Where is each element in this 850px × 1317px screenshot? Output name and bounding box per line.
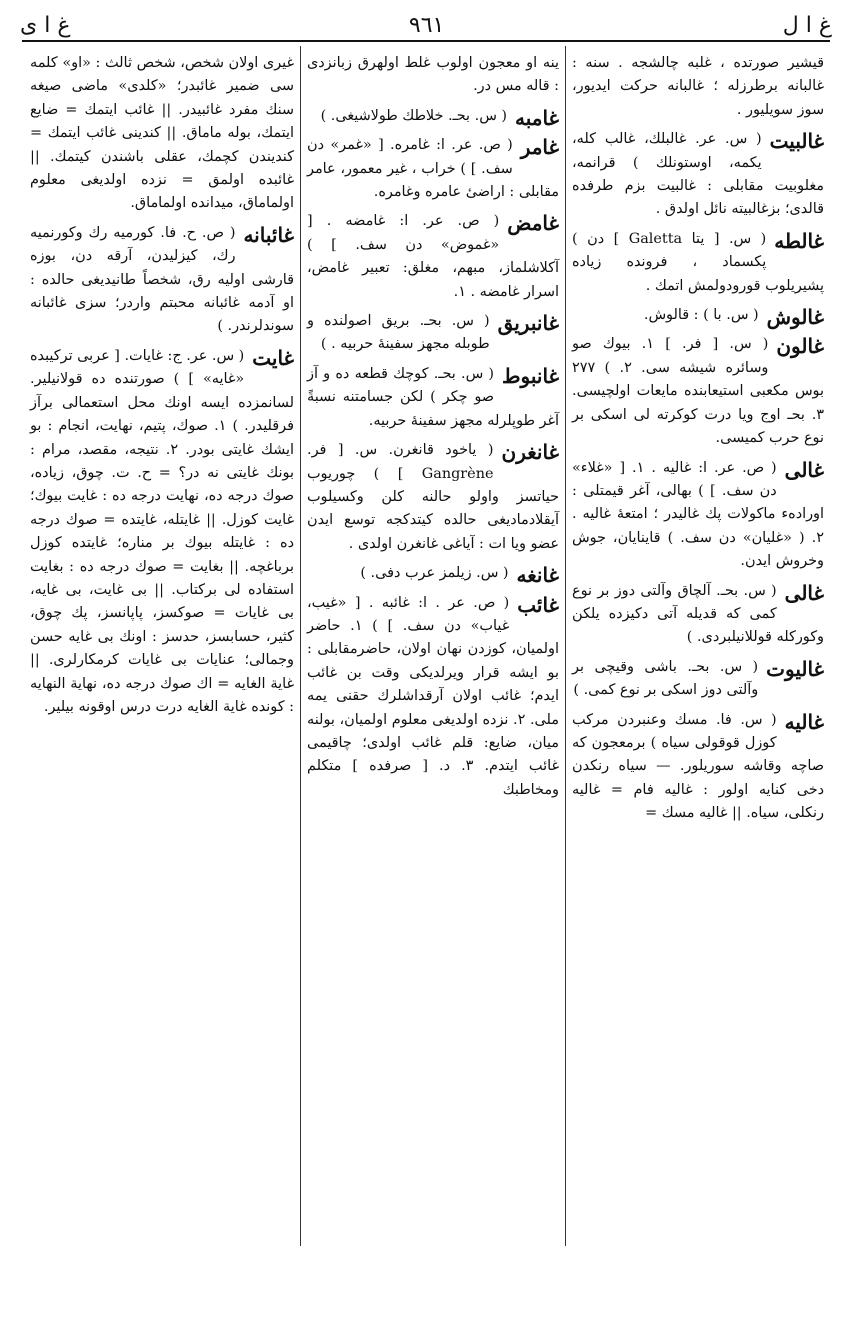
dictionary-entry (307, 105, 559, 128)
header-guide-word-right: غ ا ل (782, 12, 832, 38)
entry-definition: ( س. فا. مسك وعنبردن مركب كوزل قوقولى سياه ) برمعجون كه صاچه وقاشه سوريلور. — سياه رنكدن دخى كنايه اولور : غاليه فام = غاليه رنكلى، سياه. || غاليه مسك = (572, 711, 824, 822)
dictionary-entry (307, 363, 559, 433)
entry-headword: غانغه (516, 563, 559, 588)
dictionary-entry (307, 310, 559, 357)
dictionary-entry (307, 439, 559, 556)
column-left (24, 46, 300, 1246)
entry-headword: غالى (784, 457, 824, 482)
entry-definition: ( ص. عر. ا: غامره. [ «غمر» دن سف. ] ) خراب ، غير معمور، عامر مقابلى : اراضىٔ عامره وغامره. (307, 137, 559, 201)
entry-headword: غامبه (514, 105, 559, 130)
entry-headword: غانغرن (501, 440, 559, 465)
header-guide-word-left: غ ا ى (20, 12, 71, 38)
entry-definition: ( س. با ) : قالوش. (643, 307, 759, 324)
entry-headword: غاليوت (766, 656, 824, 681)
entry-definition: ( س. عر. غالبلك، غالب كله، يكمه، اوستونلك ) قرانمه، مغلوبيت مقابلى : غالبيت بزم طرفده قالدى؛ بزغالبيته نائل اولدق . (572, 131, 824, 218)
entry-headword: غالون (776, 334, 824, 359)
dictionary-entry (572, 656, 824, 703)
entry-headword: غانبريق (497, 311, 559, 336)
dictionary-entry (572, 304, 824, 330)
dictionary-entry (30, 222, 294, 339)
dictionary-entry (572, 228, 824, 298)
entry-definition: ( س. بحـ. كوچك قطعه ده و آز صو چكر ) لكن جسامتنه نسبةً آغر طوپلرله مجهز سفينهٔ حربيه. (307, 365, 559, 429)
entry-definition: قيشير صورتده ، غلبه چالشجه . سنه : غالبانه برطرزله ؛ غالبانه حركت ايديور، سوز سويليور . (572, 55, 824, 118)
dictionary-entry (572, 709, 824, 826)
column-middle (300, 46, 565, 1246)
dictionary-entry (307, 134, 559, 204)
entry-headword: غامر (520, 135, 559, 160)
entry-headword: غالى (784, 580, 824, 605)
entry-definition: غيرى اولان شخص، شخص ثالث : «او» كلمه سى ضمير غائبدر؛ «كلدى» ماضى صيغه سنك مفرد غائبيدر. || غائب ايتمك = ضايع ايتمك، بوله ماماق. || كندينى غائب ايتمك = كنديندن كچمك، عقلى باشندن كيتمك. || غائبده اولمق = نزده اولديغى معلوم اولماماق، ميدانده اولماماق. (30, 55, 294, 212)
entry-headword: غائب (517, 592, 559, 617)
entry-definition: ينه او معجون اولوب غلط اولهرق زبانزدى : قاله مس در. (307, 55, 559, 95)
dictionary-entry (572, 457, 824, 574)
entry-definition: ( س. [ فر. ] ١. بيوك صو وسائره شيشه سى. ٢. ) ٢٧٧ بوس مكعبى استيعابنده مايعات اولچيسى. ٣. بحـ اوج ويا درت كوكرته لى اسكى بر نوع حرب كميسى. (572, 336, 824, 447)
dictionary-entry (572, 333, 824, 450)
dictionary-entry (30, 52, 294, 216)
dictionary-entry (307, 592, 559, 803)
dictionary-entry (572, 580, 824, 650)
entry-headword: غامض (507, 211, 559, 236)
entry-definition: ( س. [ يتا Galetta ] دن ) پكسماد ، فرونده زياده پشيريلوب قورودولمش اتمك . (572, 230, 824, 294)
entry-definition: ( س. بحـ. خلاطك طولاشيغى. ) (320, 107, 507, 124)
entry-headword: غالوش (766, 305, 824, 330)
dictionary-entry (307, 210, 559, 304)
entry-definition: ( ياخود قانغرن. س. [ فر. Gangrène ] ) چوريوب حياتسز واولو حالنه كلن وكسيلوب آيقلادمادیغی حالده كيتدكجه توسع ايدن عضو ويا ات : آياغى غانغرن اولدى . (307, 442, 559, 552)
dictionary-entry (307, 562, 559, 588)
header-rule (22, 40, 830, 42)
dictionary-entry (572, 52, 824, 122)
entry-headword: غاليه (784, 709, 824, 734)
dictionary-columns (24, 46, 830, 1246)
column-right (565, 46, 830, 1246)
entry-headword: غانبوط (502, 363, 559, 388)
entry-definition: ( ص. ح. فا. كورميه رك وكورنميه رك، كيزليدن، آرقه دن، بوزه قارشى اوليه رق، شخصاً طانيديغى حالده : او آدمه غائبانه محبتم واردر؛ سزى غائبانه سوندلرندر. ) (30, 224, 294, 335)
entry-definition: ( س. بحـ. آلچاق وآلتى دوز بر نوع كمى كه قديله آتى دكيزده يلكن وكوركله قوللانيلبردى. ) (572, 582, 824, 646)
entry-definition: ( س. بحـ. بريق اصولنده و طوبله مجهز سفينهٔ حربيه . ) (307, 313, 490, 353)
entry-headword: غائبانه (243, 222, 294, 247)
entry-headword: غالبيت (769, 129, 824, 154)
entry-definition: ( ص. عر. ا: غاليه . ١. [ «غلاء» دن سف. ] ) بهالى، آغر قيمتلى : اورادهء ماكولات پك غاليدر ؛ امتعهٔ غاليه . ٢. ( «غليان» دن سف. ) قاينايان، جوش وخروش ايدن. (572, 459, 824, 570)
entry-headword: غالطه (774, 228, 824, 253)
dictionary-entry (572, 128, 824, 222)
dictionary-entry (30, 345, 294, 720)
entry-definition: ( س. بحـ. باشى وقيچى بر وآلتى دوز اسكى بر نوع كمى. ) (572, 658, 759, 699)
entry-headword: غايت (252, 345, 294, 370)
page-number: ٩٦١ (408, 12, 445, 38)
dictionary-entry (307, 52, 559, 99)
entry-definition: ( س. عر. ج: غايات. [ عربى تركيبده «غايه» ] ) صورتنده ده قولانيلير. لسانمزده ايسه اونك محل استعمالى برآز فرقليدر. ) ١. صوك، پتيم، نهايت، انجام : بو ايشك غايتى بودر. ٢. نتيجه، مقصد، مرام : بونك غايتى نه در؟ = ح. ت. چوق، زياده، صوك درجه ده، نهايت درجه ده : غايت بيوك؛ غايت كوزل. || غايتله، غايتده = صوك درجه ده : غايتله بيوك بر مناره؛ غايتده كوزل برباغچه. || بغايت = صوك درجه ده : بغايت استفاده لى بركتاب. || بى غايت، بى غايه، بى غايات = صوكسز، پاپانسز، پك چوق، كثير، حسابسز، حدسز : اونك بى غايه حسن وجمالى؛ عنايات بى غايات كرمكارلرى. || غاية الغايه = اك صوك درجه ده، نهاية النهايه : كونده غاية الغايه درت درس اوقونه بيلير. (30, 347, 294, 715)
entry-definition: ( س. زيلمز عرب دفى. ) (360, 565, 509, 582)
entry-definition: ( ص. عر . ا: غائبه . [ «غيب، غياب» دن سف. ] ) ١. حاضر اولميان، كوزدن نهان اولان، حاضرمقابلى : بو ايشه قرار ويرلديكى وقت بن غائب ايدم؛ غائب اولان آرقداشلرك حقنى يمه ملى. ٢. نزده اولديغى معلوم اولميان، بولنه ميان، ضايع: قلم غائب اولدى؛ چاقيمى غائب ايتدم. ٣. د. [ صرفده ] متكلم ومخاطبك (307, 594, 559, 798)
page-header (20, 10, 832, 40)
entry-definition: ( ص. عر. ا: غامضه . [ «غموض» دن سف. ] ) آكلاشلماز، مبهم، مغلق: تعبير غامض، اسرار غامضه . ١. (307, 213, 559, 300)
